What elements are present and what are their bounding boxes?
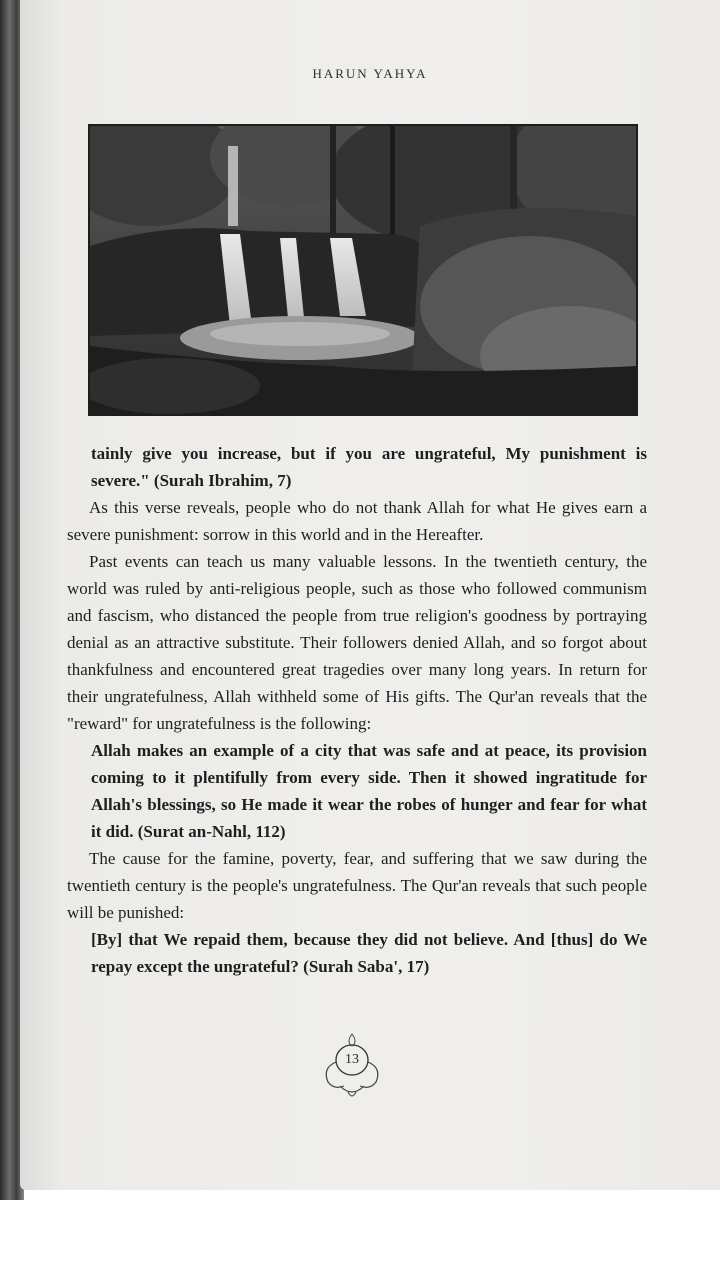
- book-page: [20, 0, 720, 1190]
- verse-continuation: tainly give you increase, but if you are ungrateful, My punishment is severe." (Surah Ibrahim, 7): [91, 444, 647, 490]
- page-number: 13: [345, 1052, 359, 1067]
- waterfall-illustration: [90, 126, 636, 414]
- verse-quote: [By] that We repaid them, because they did not believe. And [thus] do We repay except the ungrateful? (Surah Saba', 17): [91, 930, 647, 976]
- page-number-ornament: [312, 1028, 392, 1108]
- waterfall-photo: [88, 124, 638, 416]
- paragraph: The cause for the famine, poverty, fear, and suffering that we saw during the twentieth century is the people's ungratefulness. The Qur'an reveals that such people will be punished:: [67, 849, 647, 922]
- body-text: [67, 440, 647, 980]
- verse-quote: Allah makes an example of a city that was safe and at peace, its provision coming to it plentifully from every side. Then it showed ingratitude for Allah's blessings, so He made it wear the robes of hunger and fear for what it did. (Surat an-Nahl, 112): [91, 741, 647, 841]
- ornament-icon: [312, 1028, 392, 1108]
- paragraph: As this verse reveals, people who do not thank Allah for what He gives earn a severe punishment: sorrow in this world and in the Hereafter.: [67, 498, 647, 544]
- paragraph: Past events can teach us many valuable lessons. In the twentieth century, the world was ruled by anti-religious people, such as those who followed communism and fascism, who distanced the people from true religion's goodness by portraying denial as an attractive substitute. Their followers denied Allah, and so forgot about thankfulness and encountered great tragedies over many long years. In return for their ungratefulness, Allah withheld some of His gifts. The Qur'an reveals that the "reward" for ungratefulness is the following:: [67, 552, 647, 733]
- running-head: HARUN YAHYA: [312, 66, 428, 81]
